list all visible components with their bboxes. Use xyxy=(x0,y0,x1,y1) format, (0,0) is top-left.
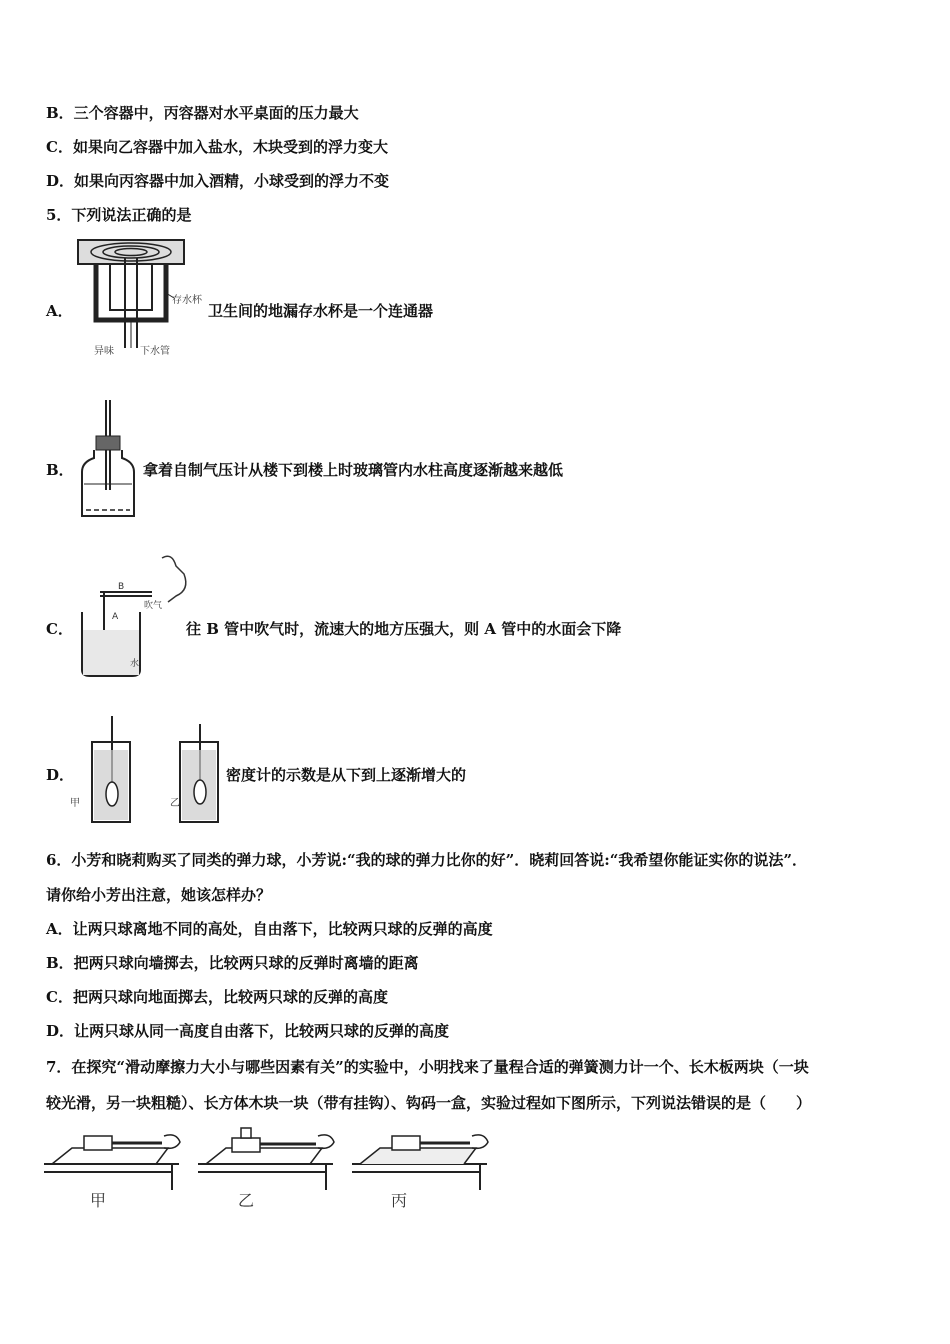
q7-stem-line1: 7．在探究“滑动摩擦力大小与哪些因素有关”的实验中，小明找来了量程合适的弹簧测力计一个、长木板两块（一块 xyxy=(46,1058,809,1076)
q6-option-c: C．把两只球向地面掷去，比较两只球的反弹的高度 xyxy=(46,988,388,1006)
q4-option-b: B．三个容器中，丙容器对水平桌面的压力最大 xyxy=(46,104,359,122)
q4-option-c: C．如果向乙容器中加入盐水，木块受到的浮力变大 xyxy=(46,138,388,156)
hydrometer-label-jia: 甲 xyxy=(70,798,80,809)
friction-figure-yi xyxy=(198,1124,348,1190)
q5-option-a-label: A． xyxy=(46,302,73,320)
hydrometer-figure-jia xyxy=(86,714,136,826)
q5-option-b-text: 拿着自制气压计从楼下到楼上时玻璃管内水柱高度逐渐越来越低 xyxy=(143,461,564,479)
tube-label-a: A xyxy=(112,612,119,622)
tube-label-blow: 吹气 xyxy=(144,601,163,611)
q5-option-b-label: B． xyxy=(46,461,74,479)
q6-option-b: B．把两只球向墙掷去，比较两只球的反弹时离墙的距离 xyxy=(46,954,419,972)
friction-figure-bing xyxy=(352,1124,507,1190)
friction-figure-jia xyxy=(44,1124,194,1190)
drain-label-cup: 存水杯 xyxy=(172,295,202,306)
tube-label-b: B xyxy=(118,582,125,592)
q7-stem-line2: 较光滑，另一块粗糙）、长方体木块一块（带有挂钩）、钩码一盒，实验过程如下图所示，下列说法错误的是（ ） xyxy=(46,1094,812,1112)
hydrometer-label-yi: 乙 xyxy=(170,798,180,809)
q5-option-d-label: D． xyxy=(46,766,75,784)
hydrometer-figure-yi xyxy=(174,722,224,826)
friction-caption-jia: 甲 xyxy=(90,1191,107,1210)
barometer-bottle-figure xyxy=(78,398,138,523)
q6-option-d: D．让两只球从同一高度自由落下，比较两只球的反弹的高度 xyxy=(46,1022,450,1040)
tube-label-water: 水 xyxy=(130,659,140,669)
q4-option-d: D．如果向丙容器中加入酒精，小球受到的浮力不变 xyxy=(46,172,390,190)
q5-option-c-label: C． xyxy=(46,620,73,638)
q5-option-d-text: 密度计的示数是从下到上逐渐增大的 xyxy=(226,766,467,784)
drain-label-pipe: 下水管 xyxy=(140,346,170,357)
q5-option-c-text: 往 B 管中吹气时，流速大的地方压强大，则 A 管中的水面会下降 xyxy=(186,620,622,638)
q5-stem: 5．下列说法正确的是 xyxy=(46,206,192,224)
q5-option-a-text: 卫生间的地漏存水杯是一个连通器 xyxy=(208,302,434,320)
q6-option-a: A．让两只球离地不同的高处，自由落下，比较两只球的反弹的高度 xyxy=(46,920,493,938)
q6-stem-line2: 请你给小芳出注意，她该怎样办？ xyxy=(46,886,272,904)
drain-label-odor: 异味 xyxy=(94,346,114,357)
friction-caption-bing: 丙 xyxy=(391,1191,408,1210)
q6-stem-line1: 6．小芳和晓莉购买了同类的弹力球，小芳说:“我的球的弹力比你的好”．晓莉回答说:“我希望你能证实你的说法”． xyxy=(46,851,808,869)
friction-caption-yi: 乙 xyxy=(238,1191,255,1210)
